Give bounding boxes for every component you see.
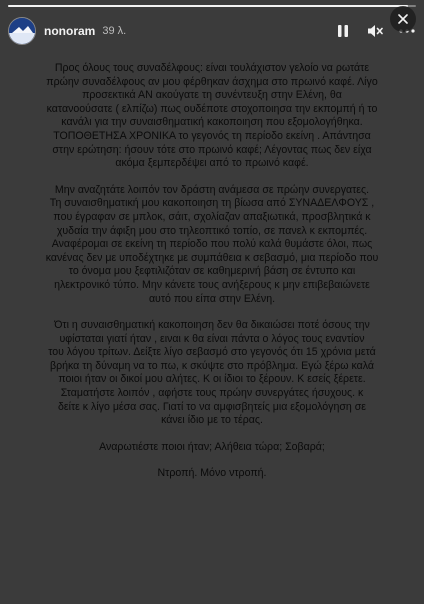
text-line: κατανοούσατε ( ελπίζω) πως ουδέποτε στοχοποιησα την εκπομπή ή το — [46, 102, 378, 115]
story-progress-bar — [8, 5, 416, 7]
pause-button[interactable] — [334, 22, 352, 40]
text-line: χυδαία την άφιξη μου στο τηλεοπτικό τοπίο, σε πανελ κ εκπομπές. — [56, 224, 368, 237]
text-line: Αναρωτιέστε ποιοι ήταν; Αλήθεια τώρα; Σοβαρά; — [99, 440, 325, 453]
text-paragraph — [14, 62, 410, 171]
mute-button[interactable] — [366, 22, 384, 40]
text-line: υφίσταται γιατί ήταν , ειναι κ θα είναι πάντα ο λόγος τους εναντίον — [59, 332, 365, 345]
post-timestamp: 39 λ. — [102, 25, 127, 37]
text-line: προσεκτικά ΑΝ ακούγατε τη συνέντευξη στην Ελένη, θα — [82, 89, 342, 102]
text-line: κανένας δεν με υποδέχτηκε με συμπάθεια κ σεβασμό, μια περίοδο που — [45, 251, 379, 264]
profile-avatar[interactable] — [8, 17, 36, 45]
text-line: δείτε κ λίγο μέσα σας. Γιατί το να αμφισβητείς μια εξομολόγηση σε — [57, 400, 367, 413]
speaker-muted-icon — [366, 23, 384, 39]
text-line: Αναφέρομαι σε εκείνη τη περίοδο που πολύ καλά θυμάστε όλοι, πως — [51, 238, 373, 251]
text-line: Τη συναισθηματική μου κακοποιηση τη βίωσα από ΣΥΝΑΔΕΛΦΟΥΣ , — [49, 197, 375, 210]
text-line: Σταματήστε λοιπόν , αφήστε τους πρώην συνεργάτες ήσυχους. κ — [60, 387, 364, 400]
text-line: Μην αναζητάτε λοιπόν τον δράστη ανάμεσα σε πρώην συνεργατες. — [54, 183, 370, 196]
avatar-image — [9, 18, 35, 44]
text-line: το όνομα μου ξεφτιλιζόταν σε καθημερινή βάση σε έντυπο και — [68, 265, 356, 278]
text-line: Ντροπή. Μόνο ντροπή. — [157, 467, 267, 480]
text-line: πρώην συναδέλφους αν μου φέρθηκαν άσχημα στο πρωινό καφέ. Λίγο — [46, 75, 378, 88]
story-header — [8, 14, 416, 48]
close-icon — [398, 14, 408, 24]
text-line: που έγραφαν σε μπλοκ, σάιτ, σχολίαζαν απαξιωτικά, προσβλητικά κ — [53, 210, 371, 223]
text-line: του λόγου τρίτων. Δείξτε λίγο σεβασμό στο γεγονός ότι 15 χρόνια μετά — [48, 346, 376, 359]
text-line: στην ερώτηση: ήσουν τότε στο πρωινό καφέ; Λέγοντας πως δεν είχα — [52, 143, 372, 156]
story-progress-fill — [8, 5, 408, 7]
text-line: ΤΟΠΟΘΕΤΗΣΑ ΧΡΟΝΙΚΑ το γεγονός τη περίοδο εκείνη . Απάντησα — [53, 129, 371, 142]
text-line: αυτό που είπα στην Ελένη. — [148, 292, 276, 305]
pause-icon — [337, 24, 349, 38]
text-line: ποιοι ήταν οι δικοί μου αλήτες. Κ οι ίδιοι το ξέρουν. Κ εσείς ξέρετε. — [58, 373, 366, 386]
text-paragraph — [14, 441, 410, 455]
text-line: κάνει ίδιο με το τέρας. — [161, 414, 263, 427]
text-paragraph — [14, 184, 410, 306]
text-line: ακόμα ξεμπερδέψει από το πρωινό καφέ. — [115, 157, 309, 170]
text-paragraph — [14, 467, 410, 481]
post-text — [14, 62, 410, 494]
text-line: Προς όλους τους συναδέλφους: είναι τουλάχιστον γελοίο να ρωτάτε — [54, 62, 370, 74]
text-paragraph — [14, 319, 410, 428]
close-button[interactable] — [390, 6, 416, 32]
text-line: κανάλι για την συναισθηματική κακοποιηση που εξομολογήθηκα. — [61, 116, 363, 129]
username[interactable]: nonoram — [44, 24, 96, 38]
text-line: βρήκα τη δύναμη να το πω, κ σκύψτε στο πρόβλημα. Εγώ ξέρω καλά — [49, 359, 374, 372]
text-line: ηλεκτρονικό τύπο. Μην κάνετε τους ανήξερους κ μην επιβεβαιώνετε — [54, 278, 370, 291]
text-line: Ότι η συναισθηματική κακοποιηση δεν θα δικαιώσει ποτέ όσους την — [54, 319, 370, 332]
